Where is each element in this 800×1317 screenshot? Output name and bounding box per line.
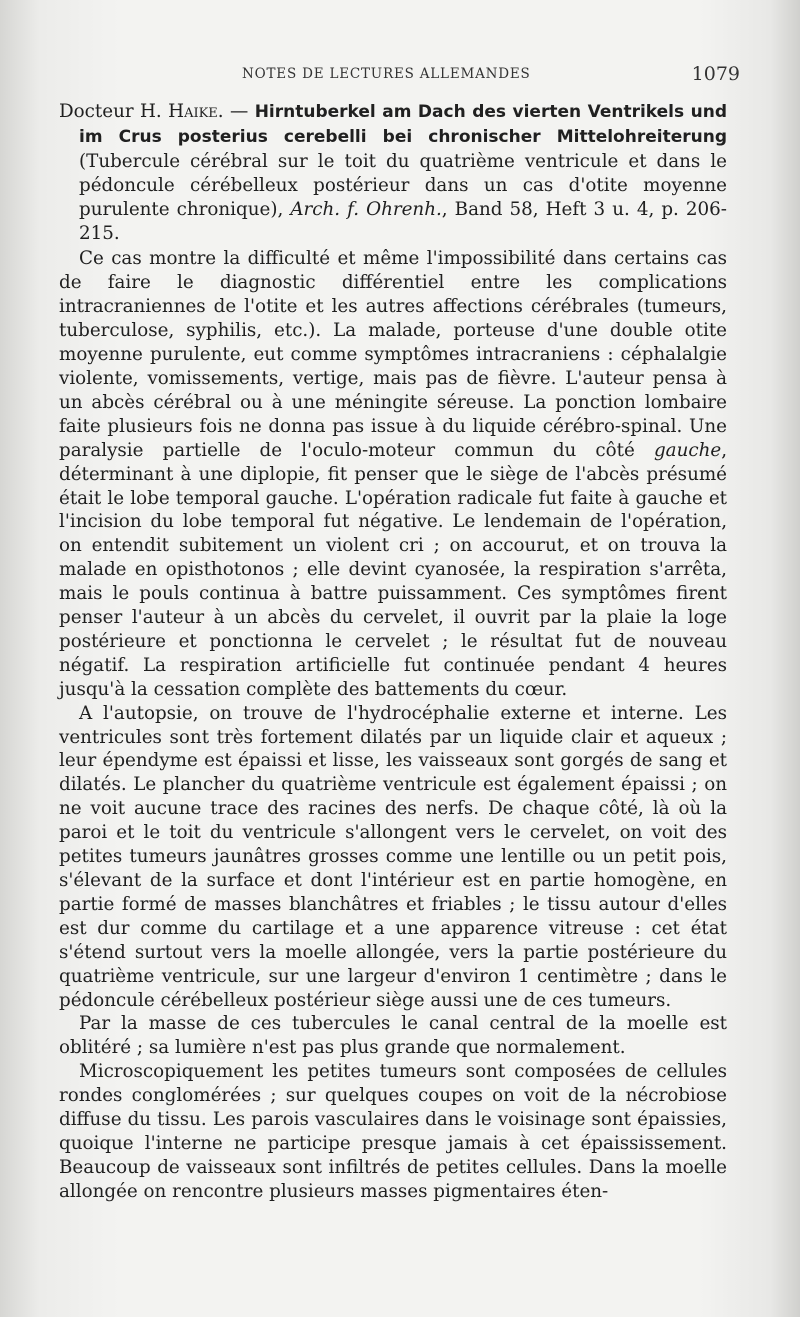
paragraph-case-text-a: Ce cas montre la difficulté et même l'impossibilité dans certains cas de faire le diagnostic différentiel entre les complications intracraniennes de l'otite et les autres affections cérébrales (tumeurs, tuberculose, syphilis, etc.). La malade, porteuse d'une double otite moyenne purulente, eut comme symptômes intracraniens : céphalalgie violente, vomissements, vertige, mais pas de fièvre. L'auteur pensa à un abcès cérébral ou à une méningite séreuse. La ponction lombaire faite plusieurs fois ne donna pas issue à du liquide cérébro-spinal. Une paralysie partielle de l'oculo-moteur commun du côté <box>59 248 727 461</box>
paragraph-autopsy: A l'autopsie, on trouve de l'hydrocéphalie externe et interne. Les ventricules sont très fortement dilatés par un liquide clair et aqueux ; leur épendyme est épaissi et lisse, les vaisseaux sont gorgés de sang et dilatés. Le plancher du quatrième ventricule est également épaissi ; on ne voit aucune trace des racines des nerfs. De chaque côté, là où la paroi et le toit du ventricule s'allongent vers le cervelet, on voit des petites tumeurs jaunâtres grosses comme une lentille ou un petit pois, s'élevant de la surface et dont l'intérieur est en partie homogène, en partie formé de masses blanchâtres et friables ; le tissu autour d'elles est dur comme du cartilage et a une apparence vitreuse : cet état s'étend surtout vers la moelle allongée, vers la partie postérieure du quatrième ventricule, sur une largeur d'environ 1 centimètre ; dans le pédoncule cérébelleux postérieur siège aussi une de ces tumeurs. <box>59 702 727 1011</box>
paragraph-case-emphasis: gauche <box>653 439 722 461</box>
french-translation: (Tubercule cérébral sur le toit du quatrième ventricule et dans le pédoncule cérébelleux postérieur dans un cas d'otite moyenne purulente chronique), <box>79 150 727 220</box>
bibliographic-entry <box>59 100 727 245</box>
article-body <box>59 100 727 1204</box>
author-name: Haike <box>168 101 218 122</box>
citation-details: , Band 58, Heft 3 u. 4, p. 206-215. <box>79 198 727 244</box>
paragraph-case-text-b: , déterminant à une diplopie, fit penser que le siège de l'abcès présumé était le lobe temporal gauche. L'opération radicale fut faite à gauche et l'incision du lobe temporal fut négative. Le lendemain de l'opération, on entendit subitement un violent cri ; on accourut, et on trouva la malade en opisthotonos ; elle devint cyanosée, la respiration s'arrêta, mais le pouls continua à battre puissamment. Ces symptômes firent penser l'auteur à un abcès du cervelet, il ouvrit par la plaie la loge postérieure et ponctionna le cervelet ; le résultat fut de nouveau négatif. La respiration artificielle fut continuée pendant 4 heures jusqu'à la cessation complète des battements du cœur. <box>59 439 727 700</box>
entry-dash: . — <box>217 101 255 122</box>
paragraph-case <box>59 247 727 701</box>
page-number: 1079 <box>691 63 740 85</box>
paragraph-canal: Par la masse de ces tubercules le canal central de la moelle est oblitéré ; sa lumière n'est pas plus grande que normalement. <box>59 1013 727 1059</box>
journal-name: Arch. f. Ohrenh. <box>290 198 442 220</box>
paragraph-microscopy: Microscopiquement les petites tumeurs sont composées de cellules rondes conglomérées ; sur quelques coupes on voit de la nécrobiose diffuse du tissu. Les parois vasculaires dans le voisinage sont épaissies, quoique l'interne ne participe presque jamais à cet épaississement. Beaucoup de vaisseaux sont infiltrés de petites cellules. Dans la moelle allongée on rencontre plusieurs masses pigmentaires éten- <box>59 1061 727 1202</box>
author-prefix: Docteur H. <box>59 101 169 122</box>
page-header <box>60 63 740 90</box>
running-title: NOTES DE LECTURES ALLEMANDES <box>242 66 531 82</box>
german-title: Hirntuberkel am Dach des vierten Ventrikels und im Crus posterius cerebelli bei chronischer Mittelohreiterung <box>79 102 727 147</box>
